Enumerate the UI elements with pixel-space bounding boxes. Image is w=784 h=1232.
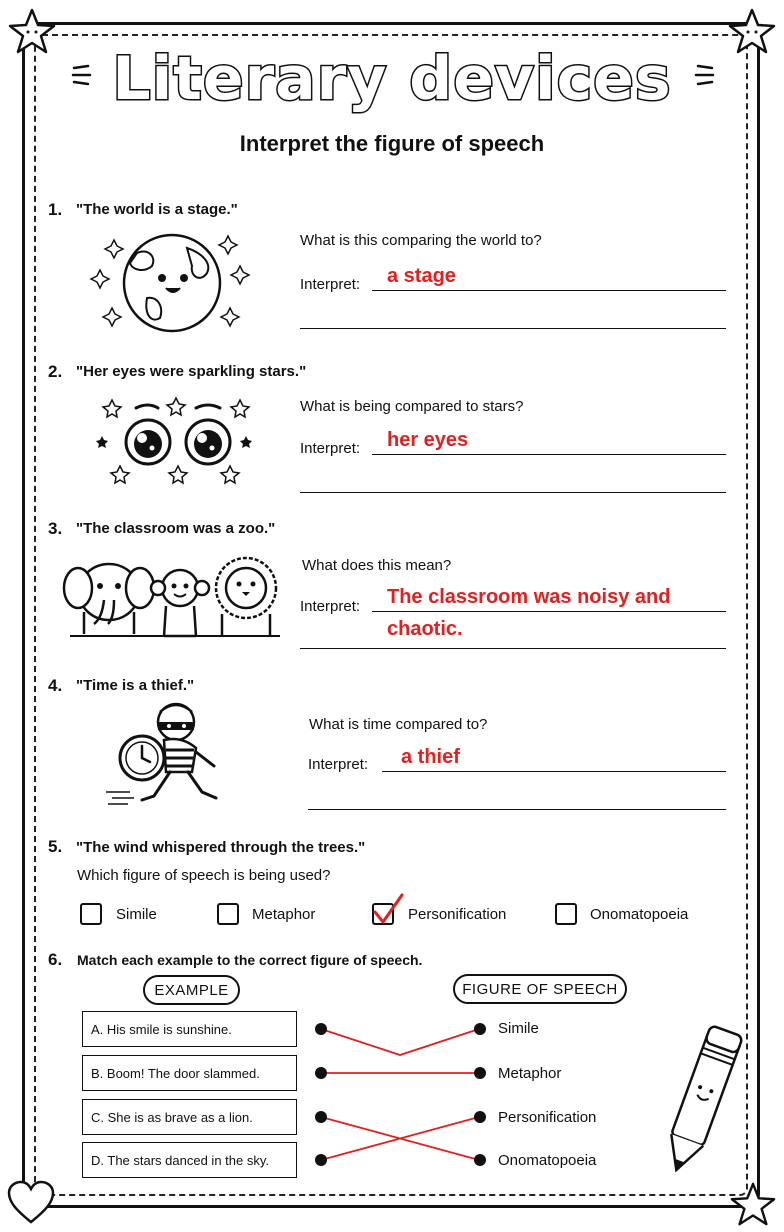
option-label: Personification bbox=[408, 906, 507, 923]
question-text: "Time is a thief." bbox=[76, 677, 195, 694]
question-number: 1. bbox=[48, 200, 63, 219]
figure-item: Simile bbox=[498, 1020, 539, 1037]
match-line bbox=[321, 1029, 479, 1055]
match-dot-right[interactable] bbox=[474, 1154, 486, 1166]
interpret-label: Interpret: bbox=[300, 276, 361, 293]
answer-text: a stage bbox=[387, 265, 456, 287]
example-item: C. She is as brave as a lion. bbox=[82, 1099, 297, 1135]
match-dot-right[interactable] bbox=[474, 1023, 486, 1035]
question-number: 2. bbox=[48, 362, 63, 381]
interpret-label: Interpret: bbox=[300, 440, 361, 457]
interpret-label: Interpret: bbox=[300, 598, 361, 615]
answer-text: a thief bbox=[401, 746, 460, 768]
question-number: 5. bbox=[48, 837, 63, 856]
figure-item: Personification bbox=[498, 1109, 597, 1126]
pencil-icon bbox=[650, 1022, 750, 1182]
question-text: "Her eyes were sparkling stars." bbox=[76, 363, 307, 380]
example-item: D. The stars danced in the sky. bbox=[82, 1142, 297, 1178]
match-dot-right[interactable] bbox=[474, 1111, 486, 1123]
question-number: 4. bbox=[48, 676, 63, 695]
question-prompt: What is time compared to? bbox=[309, 716, 488, 733]
match-dot-left[interactable] bbox=[315, 1067, 327, 1079]
option-label: Onomatopoeia bbox=[590, 906, 689, 923]
match-dot-left[interactable] bbox=[315, 1154, 327, 1166]
question-number: 3. bbox=[48, 519, 63, 538]
example-item: B. Boom! The door slammed. bbox=[82, 1055, 297, 1091]
answer-text: The classroom was noisy and bbox=[387, 586, 671, 608]
example-header: EXAMPLE bbox=[143, 975, 240, 1005]
figure-item: Onomatopoeia bbox=[498, 1152, 597, 1169]
question-prompt: What is being compared to stars? bbox=[300, 398, 524, 415]
figure-header: FIGURE OF SPEECH bbox=[453, 974, 627, 1004]
match-dot-left[interactable] bbox=[315, 1111, 327, 1123]
question-number: 6. bbox=[48, 950, 63, 969]
question-text: "The classroom was a zoo." bbox=[76, 520, 276, 537]
question-prompt: Which figure of speech is being used? bbox=[77, 867, 331, 884]
example-item: A. His smile is sunshine. bbox=[82, 1011, 297, 1047]
match-dot-right[interactable] bbox=[474, 1067, 486, 1079]
interpret-label: Interpret: bbox=[308, 756, 369, 773]
page-subtitle: Interpret the figure of speech bbox=[239, 131, 545, 156]
question-prompt: What is this comparing the world to? bbox=[300, 232, 542, 249]
answer-text: her eyes bbox=[387, 429, 469, 451]
answer-text: chaotic. bbox=[387, 618, 463, 640]
question-text: "The world is a stage." bbox=[76, 201, 238, 218]
question-text: "The wind whispered through the trees." bbox=[76, 839, 366, 856]
option-label: Simile bbox=[116, 906, 157, 923]
option-label: Metaphor bbox=[252, 906, 316, 923]
page-title: Literary devices bbox=[112, 44, 672, 114]
figure-item: Metaphor bbox=[498, 1065, 562, 1082]
match-dot-left[interactable] bbox=[315, 1023, 327, 1035]
question-prompt: What does this mean? bbox=[302, 557, 452, 574]
question-text: Match each example to the correct figure of speech. bbox=[77, 952, 423, 968]
